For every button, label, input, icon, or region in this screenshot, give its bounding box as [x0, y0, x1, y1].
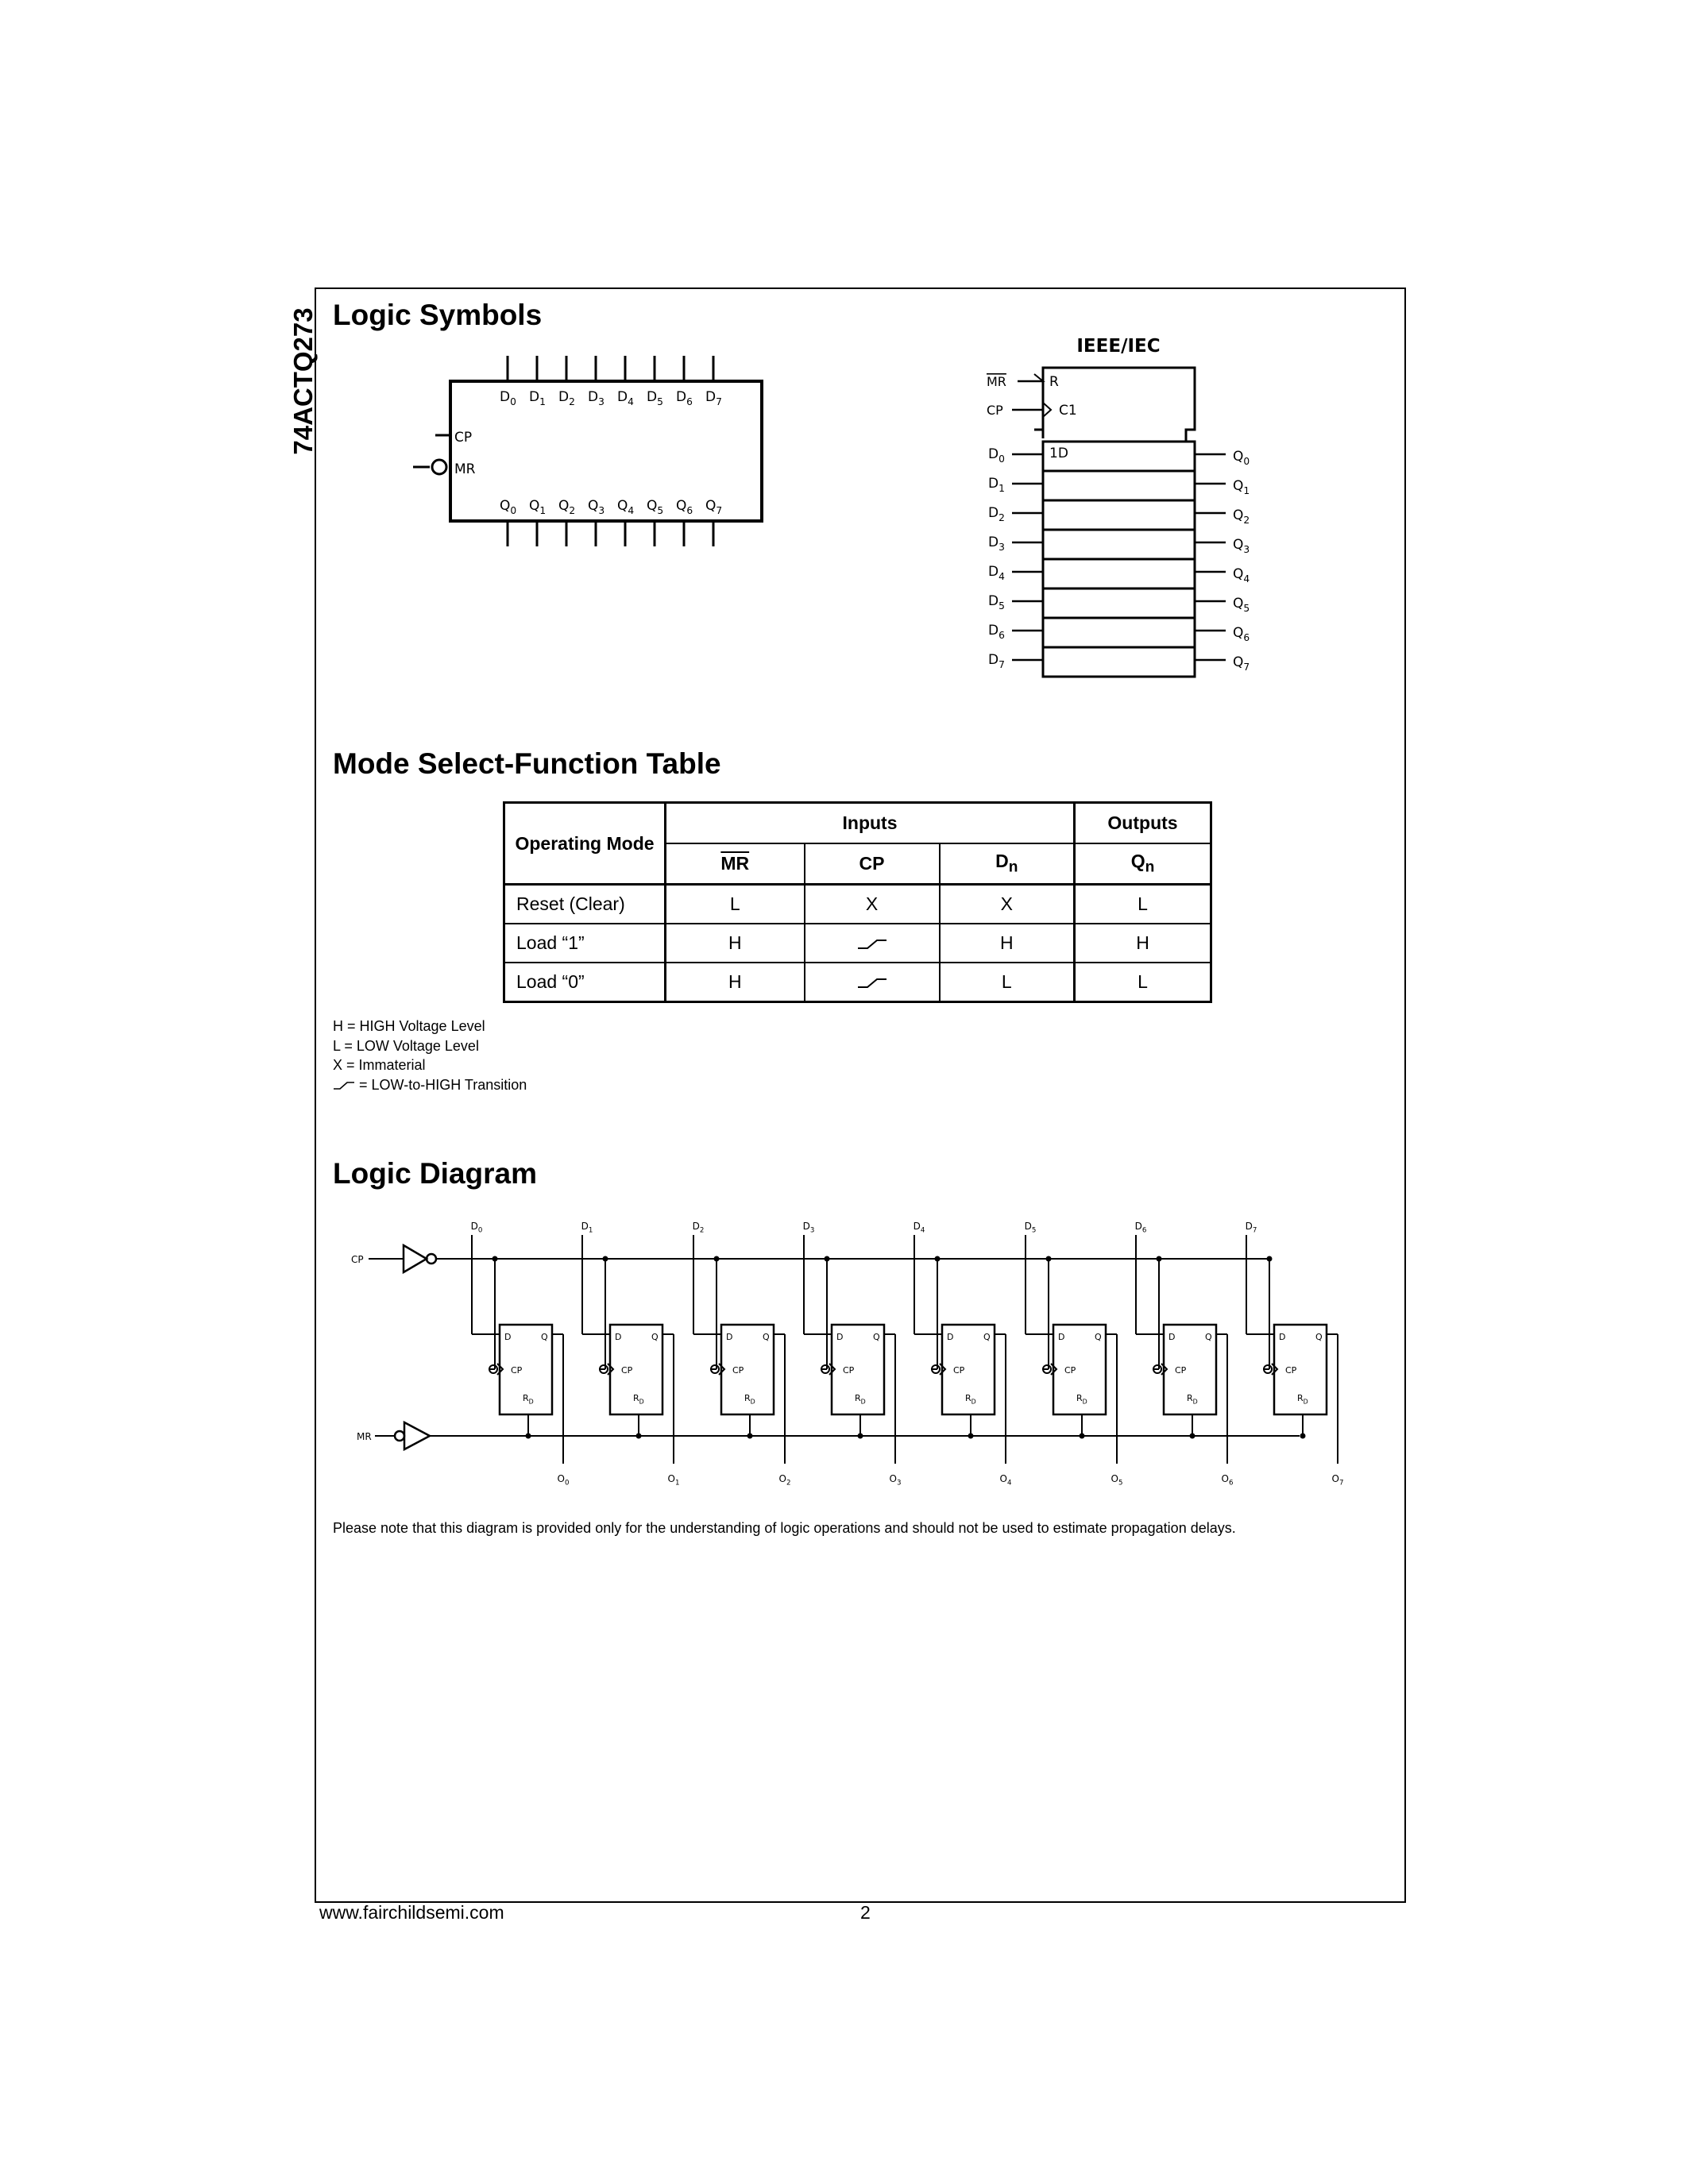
ff-q-label: Q	[1315, 1332, 1323, 1342]
d-pin-label: $D_0$	[500, 389, 516, 408]
cp-label: CP	[454, 430, 473, 446]
table-row	[504, 924, 1211, 963]
logic-diagram	[351, 1221, 1343, 1488]
legend-item: H = HIGH Voltage Level	[333, 1018, 485, 1034]
ff-d-label: D	[1279, 1332, 1286, 1342]
o-output-label: $O_6$	[1221, 1473, 1234, 1488]
ff-d-label: D	[504, 1332, 512, 1342]
ff-d-label: D	[1058, 1332, 1065, 1342]
ieee-d-label: $D_6$	[988, 623, 1005, 642]
table-header-row	[504, 803, 1211, 844]
d-input-label: $D_7$	[1245, 1221, 1257, 1235]
cp-input-label: CP	[351, 1254, 364, 1265]
o-output-label: $O_5$	[1111, 1473, 1123, 1488]
d-input-label: $D_5$	[1024, 1221, 1037, 1235]
o-output-label: $O_4$	[999, 1473, 1012, 1488]
legend-item	[333, 1075, 527, 1095]
q-pin-label: $Q_4$	[617, 498, 635, 517]
th-mr-text: $\overline{MR}$	[720, 853, 750, 874]
cell-dn: X	[940, 885, 1075, 924]
th-cp: CP	[805, 843, 940, 885]
ff-q-label: Q	[983, 1332, 991, 1342]
ff-d-label: D	[726, 1332, 733, 1342]
mode-select-function-table	[503, 801, 1212, 1003]
q-pin-label: $Q_1$	[529, 498, 547, 517]
d-pin-label: $D_4$	[617, 389, 634, 408]
cell-mode: Load “1”	[504, 924, 666, 963]
cp-buffer	[404, 1245, 427, 1272]
o-output-label: $O_3$	[889, 1473, 902, 1488]
rising-edge-icon	[856, 975, 888, 991]
rising-edge-icon	[856, 936, 888, 952]
ff-cp-label: CP	[1175, 1365, 1187, 1376]
d-input-label: $D_4$	[913, 1221, 925, 1235]
th-qn-sub: n	[1145, 859, 1155, 876]
cell-dn: H	[940, 924, 1075, 963]
ff-d-label: D	[947, 1332, 954, 1342]
ff-rd-label: $R_D$	[965, 1393, 976, 1406]
table-row	[504, 963, 1211, 1002]
ieee-d-label: $D_2$	[988, 505, 1005, 524]
ieee-d-label: $D_1$	[988, 476, 1005, 495]
d-pin-label: $D_2$	[558, 389, 575, 408]
legend-transition-text: = LOW-to-HIGH Transition	[359, 1076, 527, 1093]
ff-cp-label: CP	[511, 1365, 523, 1376]
o-output-label: $O_1$	[667, 1473, 680, 1488]
d-pin-label: $D_6$	[676, 389, 693, 408]
ff-rd-label: $R_D$	[633, 1393, 644, 1406]
q-pin-label: $Q_6$	[676, 498, 693, 517]
ff-rd-label: $R_D$	[855, 1393, 866, 1406]
o-output-label: $O_7$	[1331, 1473, 1344, 1488]
mr-buffer	[404, 1422, 430, 1449]
heading-mode-select: Mode Select-Function Table	[333, 747, 721, 780]
ff-q-label: Q	[541, 1332, 548, 1342]
cell-qn: L	[1075, 963, 1211, 1002]
ieee-q-label: $Q_7$	[1233, 654, 1250, 673]
ff-rd-label: $R_D$	[1187, 1393, 1198, 1406]
mr-buffer-bubble	[395, 1431, 404, 1441]
q-pin-label: $Q_2$	[558, 498, 576, 517]
symbol-pins	[500, 356, 722, 546]
ieee-q-label: $Q_6$	[1233, 625, 1250, 644]
ff-d-label: D	[836, 1332, 844, 1342]
ff-cp-label: CP	[953, 1365, 965, 1376]
footer-url: www.fairchildsemi.com	[319, 1902, 504, 1923]
ieee-q-label: $Q_0$	[1233, 449, 1250, 468]
ieee-q-label: $Q_2$	[1233, 507, 1250, 527]
ieee-rows	[988, 446, 1250, 673]
q-pin-label: $Q_5$	[647, 498, 664, 517]
th-qn-text: Q	[1130, 851, 1145, 872]
ieee-cp-label: CP	[987, 403, 1003, 418]
d-pin-label: $D_5$	[647, 389, 663, 408]
ieee-q-label: $Q_1$	[1233, 478, 1250, 497]
d-input-label: $D_3$	[802, 1221, 815, 1235]
ieee-mr-label: MR	[987, 374, 1006, 389]
th-operating-mode: Operating Mode	[504, 803, 666, 885]
o-output-label: $O_2$	[778, 1473, 791, 1488]
heading-logic-diagram: Logic Diagram	[333, 1157, 537, 1190]
ieee-d-label: $D_0$	[988, 446, 1005, 465]
th-dn	[940, 843, 1075, 885]
cell-mode: Load “0”	[504, 963, 666, 1002]
ff-d-label: D	[615, 1332, 622, 1342]
mr-input-label: MR	[357, 1431, 372, 1442]
legend-item: X = Immaterial	[333, 1057, 426, 1073]
ieee-q-label: $Q_3$	[1233, 537, 1250, 556]
cell-mr: H	[666, 924, 805, 963]
o-output-label: $O_0$	[557, 1473, 570, 1488]
ieee-d-label: $D_4$	[988, 564, 1005, 583]
th-inputs: Inputs	[666, 803, 1075, 844]
d-input-label: $D_6$	[1134, 1221, 1147, 1235]
ff-cp-label: CP	[843, 1365, 855, 1376]
ieee-r-label: R	[1049, 374, 1059, 390]
cell-qn: H	[1075, 924, 1211, 963]
q-pin-label: $Q_3$	[588, 498, 605, 517]
ieee-d-label: $D_5$	[988, 593, 1005, 612]
ff-cp-label: CP	[732, 1365, 744, 1376]
cell-cp: X	[805, 885, 940, 924]
d-pin-label: $D_3$	[588, 389, 605, 408]
ff-cp-label: CP	[1064, 1365, 1076, 1376]
legend-item: L = LOW Voltage Level	[333, 1037, 479, 1054]
ieee-q-label: $Q_5$	[1233, 596, 1250, 615]
page-number: 2	[860, 1902, 871, 1923]
ieee-c1-label: C1	[1059, 403, 1077, 419]
th-qn	[1075, 843, 1211, 885]
ff-rd-label: $R_D$	[1076, 1393, 1087, 1406]
ieee-q-label: $Q_4$	[1233, 566, 1250, 585]
ff-q-label: Q	[763, 1332, 770, 1342]
ff-q-label: Q	[873, 1332, 880, 1342]
cell-mr: H	[666, 963, 805, 1002]
table-row	[504, 885, 1211, 924]
ff-rd-label: $R_D$	[1297, 1393, 1308, 1406]
mr-label: MR	[454, 461, 476, 477]
ff-q-label: Q	[1205, 1332, 1212, 1342]
mr-bubble	[432, 460, 446, 474]
ieee-mr-negation	[1034, 374, 1043, 381]
part-number: 74ACTQ273	[288, 307, 318, 455]
d-pin-label: $D_1$	[529, 389, 546, 408]
ieee-d-label: $D_3$	[988, 534, 1005, 554]
q-pin-label: $Q_7$	[705, 498, 723, 517]
ff-cp-label: CP	[621, 1365, 633, 1376]
ff-q-label: Q	[1095, 1332, 1102, 1342]
th-dn-text: D	[995, 851, 1009, 872]
ieee-d-label: $D_7$	[988, 652, 1005, 671]
cell-cp-transition	[805, 963, 940, 1002]
cell-dn: L	[940, 963, 1075, 1002]
heading-logic-symbols: Logic Symbols	[333, 299, 543, 331]
diagram-note: Please note that this diagram is provided only for the understanding of logic operations and should not be used to estimate propagation delays.	[333, 1520, 1236, 1536]
th-mr	[666, 843, 805, 885]
cell-qn: L	[1075, 885, 1211, 924]
ieee-1d-label: 1D	[1049, 446, 1068, 461]
rising-edge-icon	[333, 1080, 355, 1091]
cell-cp-transition	[805, 924, 940, 963]
cell-mode: Reset (Clear)	[504, 885, 666, 924]
d-input-label: $D_1$	[581, 1221, 593, 1235]
th-outputs: Outputs	[1075, 803, 1211, 844]
ff-cp-label: CP	[1285, 1365, 1297, 1376]
ieee-title: IEEE/IEC	[1076, 336, 1161, 357]
th-dn-sub: n	[1008, 859, 1018, 876]
ff-d-label: D	[1168, 1332, 1176, 1342]
table-legend	[333, 1017, 527, 1094]
d-input-label: $D_0$	[470, 1221, 483, 1235]
cell-mr: L	[666, 885, 805, 924]
ff-q-label: Q	[651, 1332, 659, 1342]
ff-rd-label: $R_D$	[523, 1393, 534, 1406]
ff-rd-label: $R_D$	[744, 1393, 755, 1406]
q-pin-label: $Q_0$	[500, 498, 517, 517]
d-pin-label: $D_7$	[705, 389, 722, 408]
d-input-label: $D_2$	[692, 1221, 705, 1235]
